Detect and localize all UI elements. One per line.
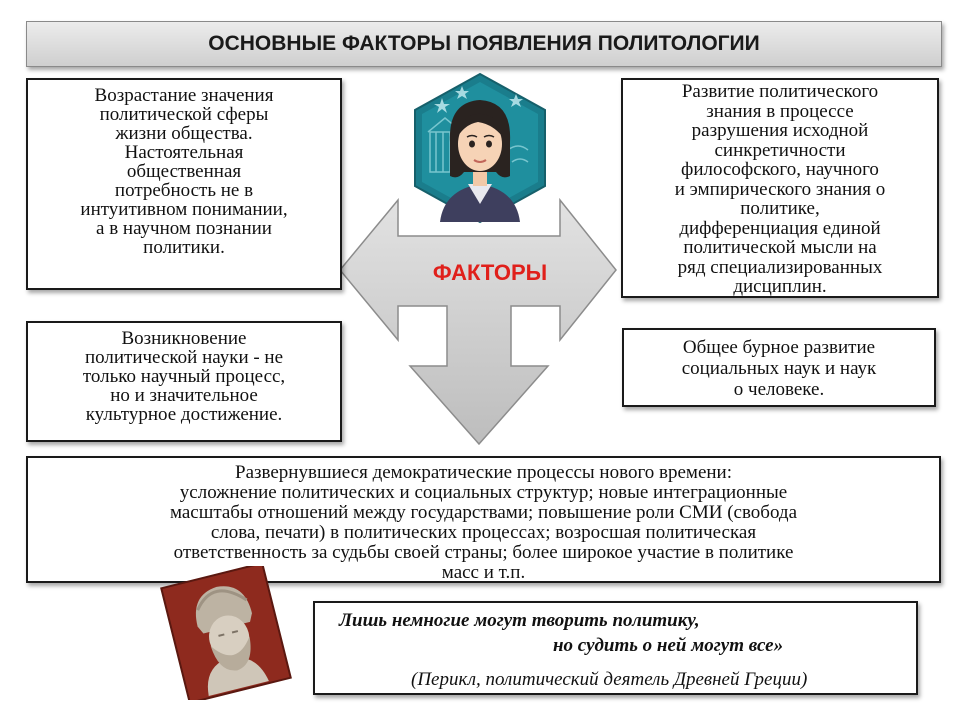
quote-line-1: Лишь немногие могут творить политику, (339, 610, 700, 631)
text-line: масс и т.п. (441, 562, 526, 583)
text-line: философского, научного (681, 159, 879, 180)
text-line: политической сферы (99, 104, 269, 125)
text-line: потребность не в (114, 180, 254, 201)
text-line: ответственность за судьбы своей страны; более широкое участие в политике (173, 542, 794, 563)
text-line: синкретичности (714, 139, 846, 161)
text-line: культурное достижение. (85, 404, 283, 425)
slide-title-bar (26, 21, 942, 67)
factor-box-middle-right (622, 328, 936, 407)
text-line: политической мысли на (683, 237, 877, 258)
text-line: масштабы отношений между государствами; повышение роли СМИ (свобода (169, 502, 798, 523)
factor-box-bottom (26, 456, 941, 583)
text-line: но и значительное (110, 385, 258, 406)
text-line: жизни общества. (115, 123, 253, 144)
text-line: усложнение политических и социальных структур; новые интеграционные (179, 482, 788, 503)
factor-box-top-right (621, 78, 939, 298)
text-line: Развернувшиеся демократические процессы нового времени: (235, 462, 732, 483)
text-line: о человеке. (733, 379, 825, 400)
text-line: а в научном познании (96, 218, 272, 239)
text-line: разрушения исходной (691, 120, 869, 141)
pericles-bust-image (160, 566, 292, 700)
text-line: дифференциация единой (679, 217, 881, 239)
woman-avatar-icon (412, 72, 548, 224)
text-line: слова, печати) в политических процессах; возросшая политическая (210, 522, 757, 543)
text-line: политике, (740, 198, 820, 219)
text-line: политики. (143, 237, 225, 258)
slide-title: ОСНОВНЫЕ ФАКТОРЫ ПОЯВЛЕНИЯ ПОЛИТОЛОГИИ (208, 32, 760, 55)
text-line: только научный процесс, (82, 366, 286, 387)
text-line: Возрастание значения (94, 85, 274, 106)
text-line: и эмпирического знания о (674, 178, 886, 200)
text-line: интуитивном понимании, (80, 199, 288, 220)
quote-line-2: но судить о ней могут все» (553, 635, 784, 656)
text-line: Общее бурное развитие (682, 337, 876, 358)
text-line: социальных наук и наук (681, 358, 877, 379)
quote-box (313, 601, 918, 695)
factor-box-top-left (26, 78, 342, 290)
text-line: общественная (126, 161, 242, 182)
text-line: дисциплин. (733, 276, 827, 297)
text-line: Развитие политического (681, 81, 879, 102)
factor-box-middle-left (26, 321, 342, 442)
text-line: Возникновение (121, 328, 247, 349)
text-line: Настоятельная (124, 142, 244, 163)
text-line: ряд специализированных (677, 256, 883, 278)
quote-attribution: (Перикл, политический деятель Древней Греции) (411, 669, 808, 690)
four-way-arrow-shape (340, 198, 618, 446)
arrow-body (340, 200, 616, 444)
text-line: знания в процессе (706, 100, 854, 122)
factors-label: ФАКТОРЫ (432, 260, 548, 285)
text-line: политической науки - не (84, 347, 284, 368)
